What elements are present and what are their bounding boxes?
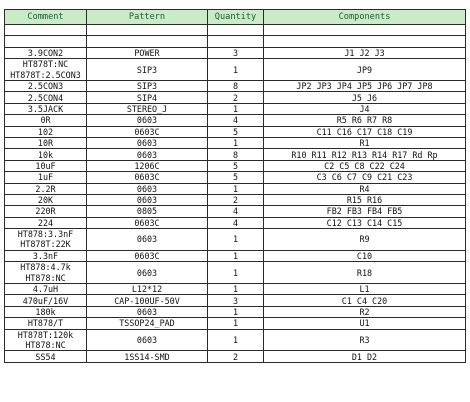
cell-components: C12 C13 C14 C15 bbox=[264, 217, 466, 228]
cell-pattern: 0603 bbox=[87, 183, 208, 194]
cell-pattern: STEREO_J bbox=[87, 103, 208, 114]
cell-pattern: 0805 bbox=[87, 206, 208, 217]
cell-quantity: 1 bbox=[208, 329, 264, 351]
cell-comment: HT878/T bbox=[5, 318, 87, 329]
cell-pattern: 0603 bbox=[87, 306, 208, 317]
cell-components bbox=[264, 25, 466, 36]
cell-quantity: 5 bbox=[208, 172, 264, 183]
cell-quantity bbox=[208, 25, 264, 36]
bom-table bbox=[4, 9, 466, 363]
cell-pattern: 1SS14-SMD bbox=[87, 351, 208, 362]
table-row bbox=[5, 25, 466, 36]
cell-comment-line: HT878:NC bbox=[25, 340, 66, 351]
cell-comment bbox=[5, 36, 87, 47]
cell-quantity: 1 bbox=[208, 59, 264, 81]
cell-pattern: TSSOP24_PAD bbox=[87, 318, 208, 329]
cell-comment: 10uF bbox=[5, 160, 87, 171]
cell-components: JP2 JP3 JP4 JP5 JP6 JP7 JP8 bbox=[264, 80, 466, 91]
cell-comment: 20K bbox=[5, 194, 87, 205]
cell-components: J1 J2 J3 bbox=[264, 47, 466, 58]
cell-comment: 2.5CON4 bbox=[5, 92, 87, 103]
cell-comment-line: HT878T:22K bbox=[20, 239, 71, 250]
table-row bbox=[5, 103, 466, 114]
cell-pattern: 0603C bbox=[87, 172, 208, 183]
cell-components: R4 bbox=[264, 183, 466, 194]
table-row bbox=[5, 80, 466, 91]
table-row bbox=[5, 329, 466, 351]
cell-quantity: 2 bbox=[208, 92, 264, 103]
cell-comment: 10k bbox=[5, 149, 87, 160]
bom-body bbox=[5, 25, 466, 363]
table-row bbox=[5, 194, 466, 205]
cell-components: R2 bbox=[264, 306, 466, 317]
cell-comment: 224 bbox=[5, 217, 87, 228]
cell-components: C2 C5 C8 C22 C24 bbox=[264, 160, 466, 171]
table-row bbox=[5, 126, 466, 137]
table-row bbox=[5, 172, 466, 183]
cell-pattern: 0603 bbox=[87, 149, 208, 160]
cell-comment: 10R bbox=[5, 137, 87, 148]
table-row bbox=[5, 318, 466, 329]
cell-comment-line: HT878T:NC bbox=[22, 59, 69, 70]
cell-comment: 2.2R bbox=[5, 183, 87, 194]
cell-comment: 102 bbox=[5, 126, 87, 137]
cell-components bbox=[264, 36, 466, 47]
cell-quantity: 5 bbox=[208, 126, 264, 137]
cell-pattern: 0603 bbox=[87, 262, 208, 284]
cell-comment-line: HT878:3.3nF bbox=[17, 229, 74, 240]
cell-quantity: 1 bbox=[208, 318, 264, 329]
cell-components: R5 R6 R7 R8 bbox=[264, 115, 466, 126]
cell-comment bbox=[5, 229, 87, 251]
cell-comment-line: HT878T:2.5CON3 bbox=[10, 69, 81, 80]
cell-pattern: POWER bbox=[87, 47, 208, 58]
header-pattern: Pattern bbox=[87, 10, 208, 25]
table-row bbox=[5, 92, 466, 103]
cell-pattern: 0603 bbox=[87, 115, 208, 126]
cell-comment: 470uF/16V bbox=[5, 295, 87, 306]
cell-components: L1 bbox=[264, 284, 466, 295]
cell-quantity: 1 bbox=[208, 250, 264, 261]
cell-comment bbox=[5, 262, 87, 284]
cell-components: J4 bbox=[264, 103, 466, 114]
cell-comment: 2.5CON3 bbox=[5, 80, 87, 91]
header-quantity: Quantity bbox=[208, 10, 264, 25]
cell-quantity: 1 bbox=[208, 103, 264, 114]
cell-pattern: L12*12 bbox=[87, 284, 208, 295]
table-row bbox=[5, 262, 466, 284]
cell-pattern: SIP4 bbox=[87, 92, 208, 103]
table-row bbox=[5, 137, 466, 148]
cell-components: R1 bbox=[264, 137, 466, 148]
cell-quantity: 1 bbox=[208, 306, 264, 317]
cell-components: J5 J6 bbox=[264, 92, 466, 103]
table-row bbox=[5, 306, 466, 317]
cell-pattern: 1206C bbox=[87, 160, 208, 171]
cell-quantity: 8 bbox=[208, 80, 264, 91]
cell-comment: 3.9CON2 bbox=[5, 47, 87, 58]
cell-pattern: 0603C bbox=[87, 217, 208, 228]
bom-sheet bbox=[4, 9, 465, 363]
cell-components: R9 bbox=[264, 229, 466, 251]
cell-quantity bbox=[208, 36, 264, 47]
table-row bbox=[5, 284, 466, 295]
cell-pattern: CAP-100UF-50V bbox=[87, 295, 208, 306]
table-row bbox=[5, 183, 466, 194]
cell-comment bbox=[5, 329, 87, 351]
cell-pattern: SIP3 bbox=[87, 80, 208, 91]
cell-quantity: 4 bbox=[208, 115, 264, 126]
cell-components: R15 R16 bbox=[264, 194, 466, 205]
table-row bbox=[5, 160, 466, 171]
cell-pattern: 0603 bbox=[87, 194, 208, 205]
cell-pattern: 0603 bbox=[87, 329, 208, 351]
table-row bbox=[5, 250, 466, 261]
cell-comment-line: HT878:NC bbox=[25, 272, 66, 283]
cell-quantity: 1 bbox=[208, 137, 264, 148]
cell-comment: SS54 bbox=[5, 351, 87, 362]
cell-pattern bbox=[87, 36, 208, 47]
cell-components: D1 D2 bbox=[264, 351, 466, 362]
cell-comment-line: HT878T:120k bbox=[17, 329, 74, 340]
cell-components: FB2 FB3 FB4 FB5 bbox=[264, 206, 466, 217]
cell-components: U1 bbox=[264, 318, 466, 329]
cell-comment: 3.3nF bbox=[5, 250, 87, 261]
cell-comment bbox=[5, 59, 87, 81]
cell-components: R10 R11 R12 R13 R14 R17 Rd Rp bbox=[264, 149, 466, 160]
cell-quantity: 3 bbox=[208, 295, 264, 306]
cell-quantity: 4 bbox=[208, 217, 264, 228]
table-row bbox=[5, 149, 466, 160]
cell-pattern bbox=[87, 25, 208, 36]
table-row bbox=[5, 36, 466, 47]
table-row bbox=[5, 206, 466, 217]
cell-components: C11 C16 C17 C18 C19 bbox=[264, 126, 466, 137]
cell-pattern: 0603 bbox=[87, 229, 208, 251]
cell-components: C1 C4 C20 bbox=[264, 295, 466, 306]
cell-comment: 3.5JACK bbox=[5, 103, 87, 114]
table-row bbox=[5, 295, 466, 306]
table-row bbox=[5, 351, 466, 362]
table-row bbox=[5, 217, 466, 228]
table-row bbox=[5, 115, 466, 126]
cell-quantity: 5 bbox=[208, 160, 264, 171]
cell-pattern: 0603C bbox=[87, 250, 208, 261]
header-comment: Comment bbox=[5, 10, 87, 25]
cell-quantity: 4 bbox=[208, 206, 264, 217]
cell-quantity: 1 bbox=[208, 262, 264, 284]
cell-quantity: 8 bbox=[208, 149, 264, 160]
cell-quantity: 2 bbox=[208, 194, 264, 205]
table-row bbox=[5, 47, 466, 58]
cell-quantity: 1 bbox=[208, 183, 264, 194]
cell-comment: 220R bbox=[5, 206, 87, 217]
cell-comment: 0R bbox=[5, 115, 87, 126]
cell-comment-line: HT878:4.7k bbox=[20, 262, 71, 273]
cell-components: R18 bbox=[264, 262, 466, 284]
cell-quantity: 1 bbox=[208, 229, 264, 251]
cell-components: R3 bbox=[264, 329, 466, 351]
table-row bbox=[5, 59, 466, 81]
cell-quantity: 3 bbox=[208, 47, 264, 58]
cell-pattern: 0603C bbox=[87, 126, 208, 137]
cell-quantity: 2 bbox=[208, 351, 264, 362]
cell-components: JP9 bbox=[264, 59, 466, 81]
cell-comment: 180k bbox=[5, 306, 87, 317]
cell-components: C3 C6 C7 C9 C21 C23 bbox=[264, 172, 466, 183]
cell-comment: 4.7uH bbox=[5, 284, 87, 295]
header-components: Components bbox=[264, 10, 466, 25]
table-row bbox=[5, 229, 466, 251]
cell-comment: 1uF bbox=[5, 172, 87, 183]
cell-pattern: 0603 bbox=[87, 137, 208, 148]
cell-comment bbox=[5, 25, 87, 36]
header-row bbox=[5, 10, 466, 25]
cell-components: C10 bbox=[264, 250, 466, 261]
cell-quantity: 1 bbox=[208, 284, 264, 295]
cell-pattern: SIP3 bbox=[87, 59, 208, 81]
